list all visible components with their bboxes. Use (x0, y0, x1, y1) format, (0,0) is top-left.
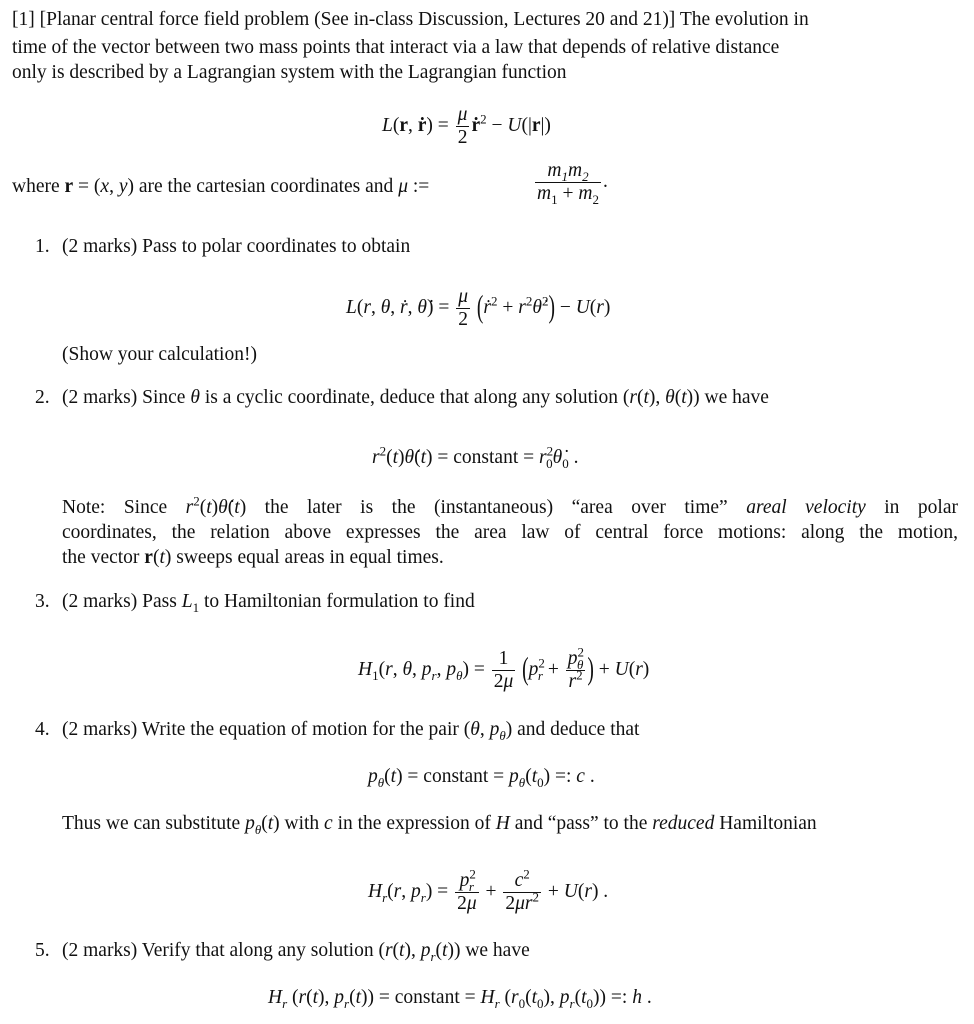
item-1-number: 1. (35, 236, 50, 257)
item-2-note-line-2: coordinates, the relation above expresses the area law of central force motions: along the motion, (62, 522, 958, 543)
equation-lagrangian-polar: L(r, θ, ṙ, θ̇) = $\frac{\mu}{2}$ (ṙ$^2$ + $r^2\thetȧ^2) - U(r)$ (346, 286, 611, 330)
equation-energy-conservation: $H_r$ (r(t), $p_r(t)$) = constant = $H_r$ ($r_0(t_0)$, $p_r(t_0)$) =: h . (268, 987, 652, 1011)
item-4-text: (2 marks) Write the equation of motion for the pair (θ, $p_\theta$) and deduce that (62, 719, 640, 743)
equation-hamiltonian: $H_1(r$, θ, $p_r$, $p_\theta$) = $\frac{1}{2\mu}$ ($p^2_r$ + $\frac{p^2_\theta}{r^2}$ ) + U(r) (358, 644, 650, 692)
intro-line-3: only is described by a Lagrangian system with the Lagrangian function (12, 62, 567, 83)
item-5-number: 5. (35, 940, 50, 961)
item-5-text: (2 marks) Verify that along any solution (r(t), $p_r(t)$) we have (62, 940, 530, 964)
item-3-text: (2 marks) Pass $L_1$ to Hamiltonian formulation to find (62, 591, 475, 615)
item-1-after: (Show your calculation!) (62, 344, 257, 365)
equation-lagrangian-cartesian: L(r, ṙ) = $\frac{\mu}{2}$ ṙ$^2$ − U(|r|) (382, 104, 551, 148)
equation-angular-momentum: $r^2(t)\thetȧ(t)$ = constant = $r^2_0\thetȧ_0$ . (372, 443, 579, 471)
intro-line-1: [1] [Planar central force field problem (See in-class Discussion, Lectures 20 and 21)] The evolution in (12, 9, 809, 30)
item-2-note-line-1: Note: Since $r^2(t)\thetȧ(t)$ the later is the (instantaneous) “area over time” areal velocity in polar (62, 493, 959, 518)
intro-line-2: time of the vector between two mass points that interact via a law that depends of relative distance (12, 37, 780, 58)
item-2-number: 2. (35, 387, 50, 408)
item-2-text: (2 marks) Since θ is a cyclic coordinate, deduce that along any solution (r(t), θ(t)) we have (62, 387, 769, 408)
item-4-after: Thus we can substitute $p_\theta(t)$ with c in the expression of H and “pass” to the reduced Hamiltonian (62, 813, 817, 837)
equation-reduced-hamiltonian: $H_r(r$, $p_r$) = $\frac{p^2_r}{2\mu}$ + $\frac{c^2}{2\mu r^2}$ + U(r) . (368, 866, 609, 914)
equation-p-theta-constant: $p_\theta(t)$ = constant = $p_\theta(t_0)$ =: c . (368, 766, 595, 790)
item-4-number: 4. (35, 719, 50, 740)
equation-reduced-mass: $\frac{m_1m_2}{m_1 + m_2}$ . (537, 160, 608, 207)
item-2-note-line-3: the vector r(t) sweeps equal areas in equal times. (62, 547, 444, 568)
item-1-text: (2 marks) Pass to polar coordinates to obtain (62, 236, 411, 257)
item-3-number: 3. (35, 591, 50, 612)
where-line: where r = (x, y) are the cartesian coordinates and μ := (12, 176, 430, 197)
